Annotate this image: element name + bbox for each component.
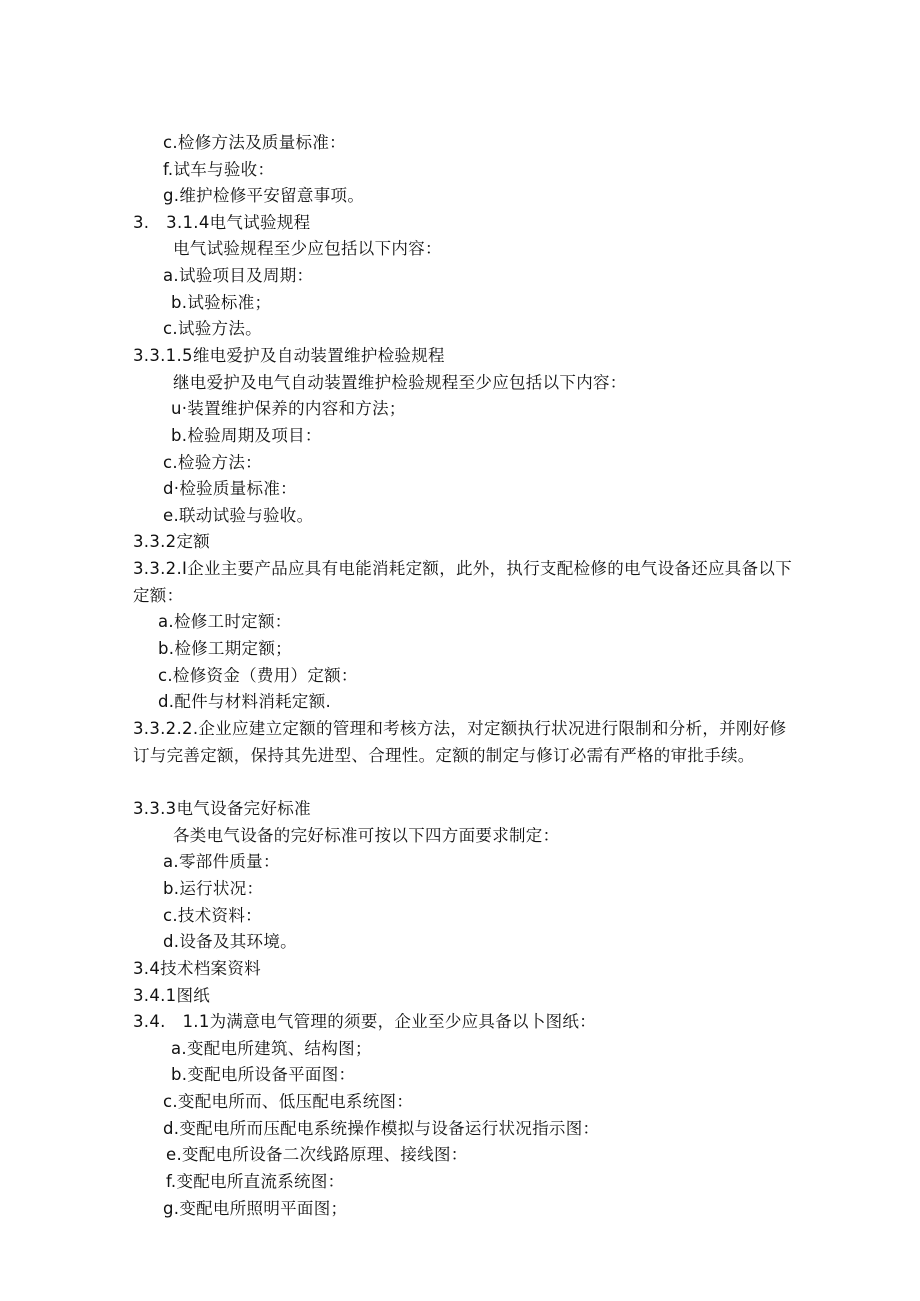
text-line: d·检验质量标准： — [163, 479, 297, 498]
text-line: b.运行状况： — [163, 879, 264, 898]
text-line: d.配件与材料消耗定额. — [158, 692, 332, 711]
text-line: c.技术资料： — [163, 906, 262, 925]
text-line: 3.4. 1.1为满意电气管理的须要，企业至少应具备以卜图纸： — [133, 1012, 597, 1031]
text-line: c.试验方法。 — [163, 319, 262, 338]
text-line: d.设备及其环境。 — [163, 932, 297, 951]
text-line: a.试验项目及周期： — [163, 266, 314, 285]
text-line: e.变配电所设备二次线路原理、接线图： — [166, 1145, 468, 1164]
text-line: u·装置维护保养的内容和方法； — [171, 399, 406, 418]
section-heading: 3.4技术档案资料 — [133, 959, 261, 978]
text-line: c.检修资金（费用）定额： — [158, 666, 358, 685]
paragraph: 3.3.2.2.企业应建立定额的管理和考核方法，对定额执行状况进行限制和分析，并刚好修订与完善定额，保持其先进型、合理性。定额的制定与修订必需有严格的审批手续。 — [133, 719, 787, 765]
text-line: c.变配电所而、低压配电系统图： — [163, 1092, 414, 1111]
text-line: e.联动试验与验收。 — [163, 506, 314, 525]
text-line: d.变配电所而压配电系统操作模拟与设备运行状况指示图： — [163, 1119, 600, 1138]
text-line: g.维护检修平安留意事项。 — [163, 186, 365, 205]
text-line: b.检验周期及项目： — [171, 426, 322, 445]
text-line: f.变配电所直流系统图： — [166, 1172, 345, 1191]
text-line: b.变配电所设备平面图： — [171, 1065, 356, 1084]
section-heading: 3.3.1.5维电爱护及自动装置维护检验规程 — [133, 346, 445, 365]
paragraph: 3.3.2.I企业主要产品应具有电能消耗定额，此外，执行支配检修的电气设备还应具备以下定额： — [133, 559, 792, 605]
text-line: f.试车与验收： — [163, 160, 275, 179]
section-heading: 3.3.2定额 — [133, 532, 211, 551]
text-line: 各类电气设备的完好标准可按以下四方面要求制定： — [173, 826, 560, 845]
text-line: c.检验方法： — [163, 453, 262, 472]
text-line: c.检修方法及质量标准： — [163, 133, 346, 152]
text-line: 电气试验规程至少应包括以下内容： — [173, 239, 442, 258]
text-line: b.试验标准； — [171, 293, 272, 312]
text-line: g.变配电所照明平面图； — [163, 1199, 348, 1218]
section-heading: 3. 3.1.4电气试验规程 — [133, 213, 311, 232]
text-line: b.检修工期定额； — [158, 639, 292, 658]
text-line: a.变配电所建筑、结构图； — [171, 1039, 372, 1058]
section-heading: 3.3.3电气设备完好标准 — [133, 799, 311, 818]
section-heading: 3.4.1图纸 — [133, 986, 211, 1005]
text-line: a.零部件质量： — [163, 852, 280, 871]
text-line: 继电爱护及电气自动装置维护检验规程至少应包括以下内容： — [173, 373, 627, 392]
text-line: a.检修工时定额： — [158, 612, 292, 631]
